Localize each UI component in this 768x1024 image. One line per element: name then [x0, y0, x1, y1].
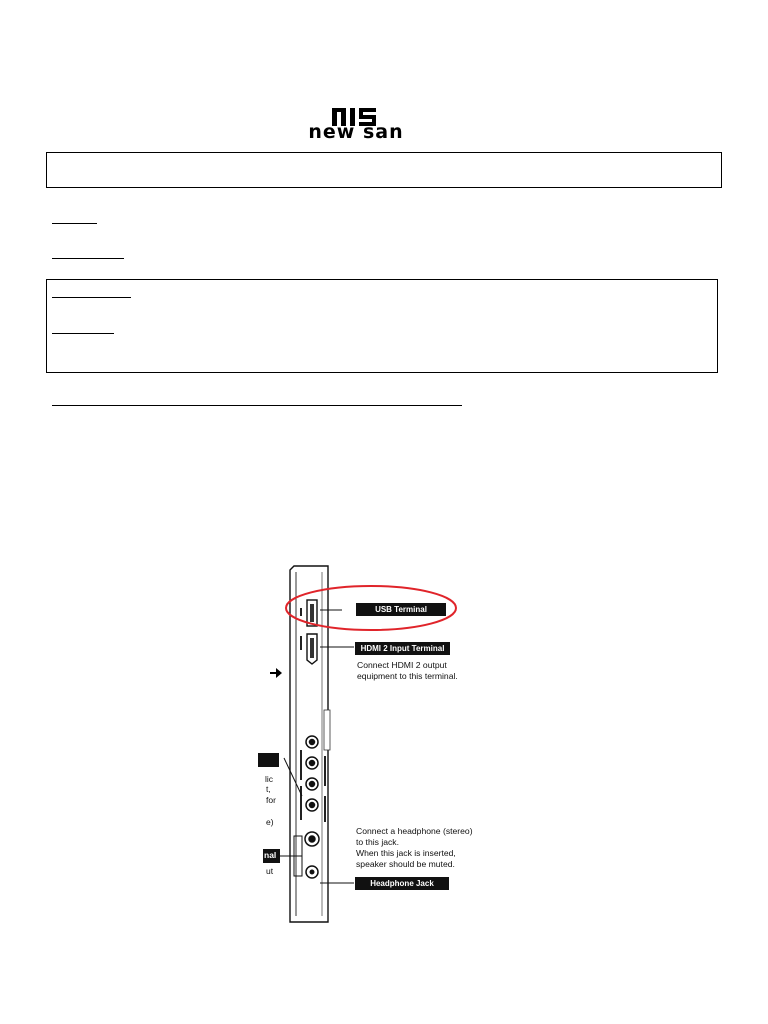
- left-fragment-line: e): [266, 817, 274, 827]
- hdmi2-caption: Connect HDMI 2 output equipment to this terminal.: [357, 660, 458, 681]
- hdmi2-terminal-label: HDMI 2 Input Terminal: [355, 642, 450, 655]
- brand-logo-text: new san: [308, 121, 404, 143]
- left-fragment-out: ut: [266, 866, 274, 876]
- usb-terminal-label: USB Terminal: [356, 603, 446, 616]
- left-fragment-line: for: [266, 795, 276, 805]
- headphone-jack-icon: [306, 866, 318, 878]
- headphone-jack-label: Headphone Jack: [355, 877, 449, 890]
- headphone-caption: Connect a headphone (stereo) to this jack. When this jack is inserted, speaker should be muted.: [356, 826, 473, 869]
- arrow-right-icon: [270, 668, 282, 678]
- field-underline: [52, 258, 124, 259]
- left-label-box: [258, 753, 279, 767]
- field-underline: [52, 297, 131, 298]
- field-underline: [52, 333, 114, 334]
- left-fragment-line: t,: [266, 784, 271, 794]
- left-label-end: nal: [264, 850, 277, 860]
- field-underline: [52, 223, 97, 224]
- section-underline: [52, 405, 462, 406]
- header-box: [46, 152, 722, 188]
- info-box: [46, 279, 718, 373]
- hdmi-port-icon: [307, 634, 317, 664]
- left-fragment-line: lic: [265, 774, 274, 784]
